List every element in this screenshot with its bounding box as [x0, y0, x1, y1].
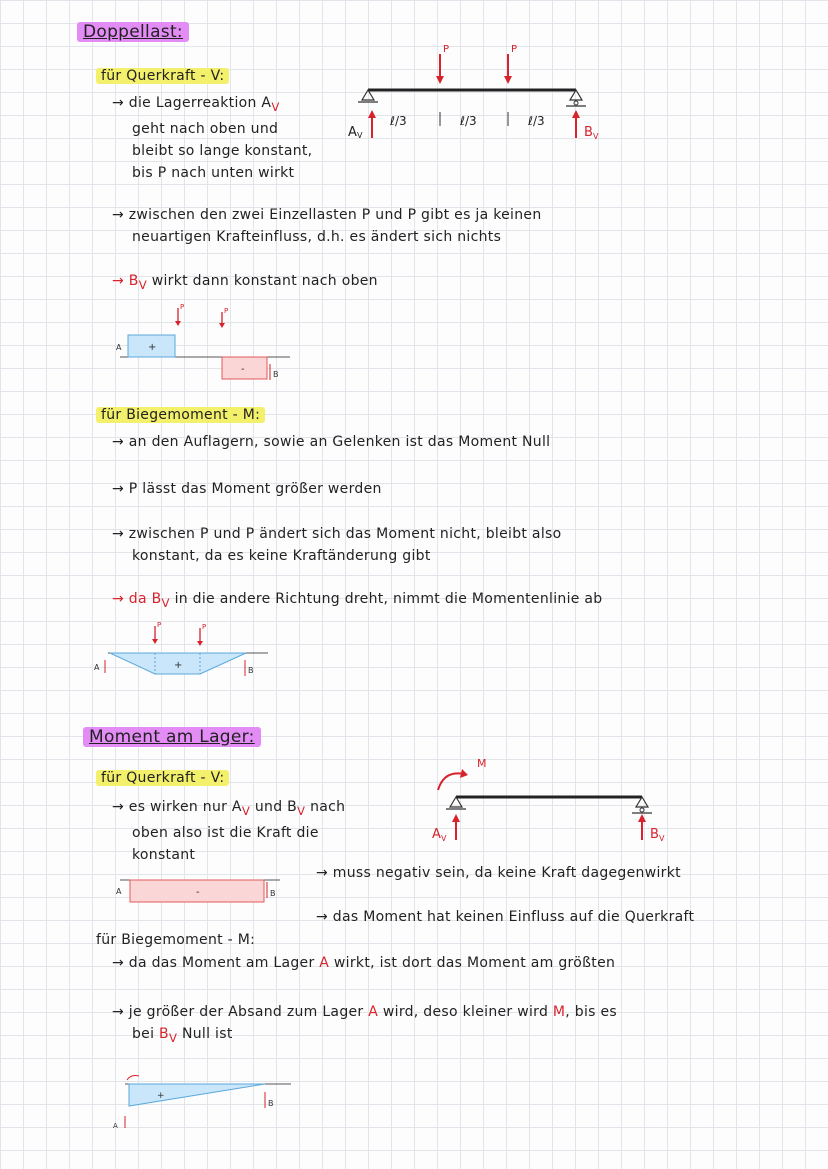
load-label-2: P	[511, 44, 518, 55]
bending-moment-diagram-2	[105, 1068, 305, 1136]
reaction-label-a: A	[348, 125, 357, 140]
svg-text:B: B	[248, 666, 254, 675]
svg-text:P: P	[202, 623, 207, 631]
svg-text:-: -	[241, 364, 245, 375]
moment-text-2-1: → da das Moment am Lager A wirkt, ist dort das Moment am größten	[112, 955, 616, 971]
span-label-1: ℓ/3	[390, 114, 407, 128]
shear-force-diagram-1	[110, 300, 300, 385]
svg-text:B: B	[268, 1099, 274, 1108]
svg-text:+: +	[148, 342, 157, 353]
svg-text:P: P	[224, 307, 229, 315]
svg-text:V: V	[593, 132, 599, 141]
moment-triangle-area	[129, 1084, 265, 1106]
svg-text:+: +	[174, 660, 183, 671]
shear-text-2: → es wirken nur $A_V$ und $B_V$ nach oben also ist die Kraft die konstant	[112, 799, 346, 863]
bending-moment-diagram-1	[90, 618, 290, 683]
svg-text:B: B	[650, 827, 659, 842]
svg-text:A: A	[94, 663, 100, 672]
svg-text:P: P	[157, 621, 162, 629]
moment-at-support-beam-diagram	[420, 752, 680, 847]
reaction-label-b: B	[584, 125, 593, 140]
double-load-beam-diagram	[340, 40, 620, 150]
svg-text:A: A	[432, 827, 441, 842]
moment-text-2-2: → je größer der Absand zum Lager A wird, deso kleiner wird M, bis es bei $B_V$ Null ist	[112, 1004, 618, 1045]
svg-text:B: B	[273, 370, 279, 379]
svg-text:A: A	[116, 887, 122, 896]
note-negative: → muss negativ sein, da keine Kraft dagegenwirkt	[316, 865, 681, 881]
svg-text:A: A	[116, 343, 122, 352]
moment-arrow-icon	[438, 773, 464, 790]
span-label-3: ℓ/3	[528, 114, 545, 128]
svg-text:P: P	[180, 303, 185, 311]
shear-heading-2: für Querkraft - V:	[96, 770, 229, 786]
svg-text:V: V	[357, 131, 363, 140]
moment-heading-1: für Biegemoment - M:	[96, 407, 265, 423]
moment-text-3: → zwischen P und P ändert sich das Moment nicht, bleibt also konstant, da es keine Kraftänderung gibt	[112, 526, 562, 564]
svg-text:A: A	[113, 1122, 118, 1130]
svg-text:V: V	[659, 834, 665, 843]
note-no-influence: → das Moment hat keinen Einfluss auf die Querkraft	[316, 909, 695, 925]
shear-heading-1: für Querkraft - V:	[96, 68, 229, 84]
moment-text-2: → P lässt das Moment größer werden	[112, 481, 382, 497]
between-loads-text: → zwischen den zwei Einzellasten P und P gibt es ja keinen neuartigen Krafteinfluss, d.h. es ändert sich nichts	[112, 207, 542, 245]
section-title-moment-am-lager: Moment am Lager:	[83, 727, 261, 747]
svg-text:-: -	[196, 887, 200, 898]
bv-constant-text: → $B_V$ wirkt dann konstant nach oben	[112, 273, 378, 292]
shear-text-1: → die Lagerreaktion $A_V$ geht nach oben und bleibt so lange konstant, bis P nach unten wirkt	[112, 95, 313, 181]
span-label-2: ℓ/3	[460, 114, 477, 128]
svg-text:B: B	[270, 889, 276, 898]
moment-label: M	[477, 757, 487, 770]
moment-arrow-small-icon	[127, 1076, 139, 1081]
moment-heading-2: für Biegemoment - M:	[96, 932, 256, 948]
load-label-1: P	[443, 44, 450, 55]
svg-text:V: V	[441, 834, 447, 843]
moment-text-4: → da $B_V$ in die andere Richtung dreht, nimmt die Momentenlinie ab	[112, 591, 603, 610]
svg-text:+: +	[157, 1091, 165, 1101]
section-title-doppellast: Doppellast:	[77, 22, 189, 42]
shear-force-diagram-2	[110, 868, 290, 908]
moment-text-1: → an den Auflagern, sowie an Gelenken ist das Moment Null	[112, 434, 551, 450]
